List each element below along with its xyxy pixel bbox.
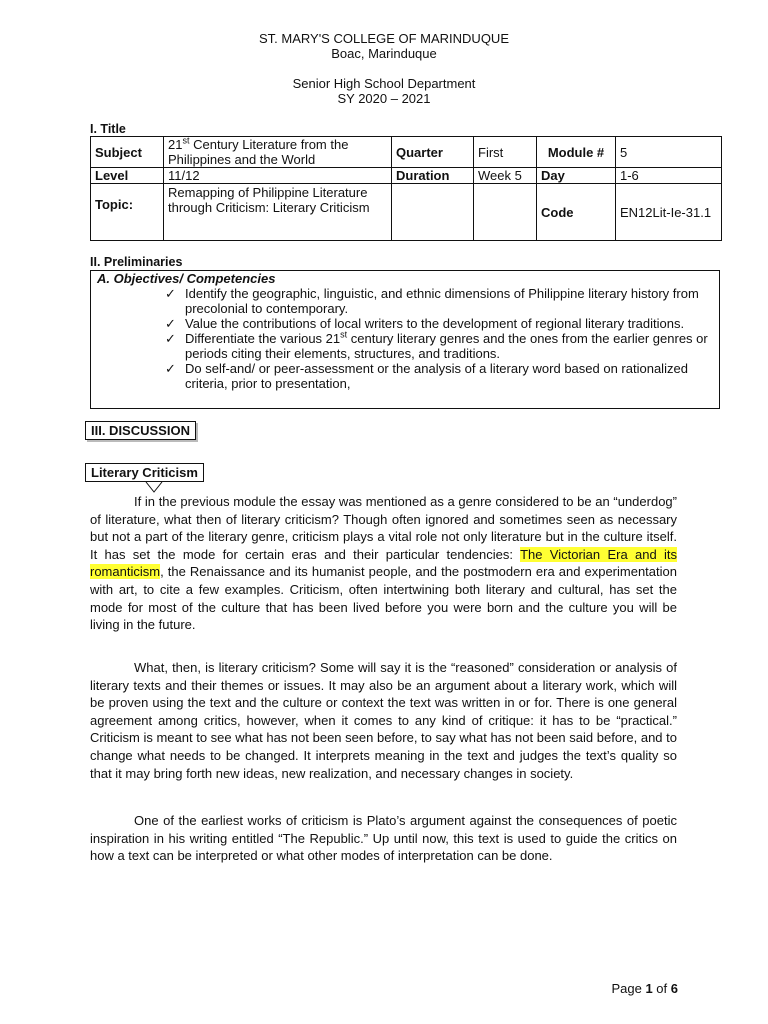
check-icon: ✓ (165, 331, 176, 346)
check-icon: ✓ (165, 286, 176, 301)
objectives-list (97, 286, 719, 391)
duration-label: Duration (392, 168, 474, 184)
module-info-table (90, 136, 722, 241)
subject-value: 21st Century Literature from the Philippines and the World (164, 137, 392, 168)
topic-label: Topic: (91, 184, 164, 241)
department-name: Senior High School Department (292, 76, 476, 91)
code-value: EN12Lit-Ie-31.1 (616, 184, 722, 241)
section-preliminaries-heading: II. Preliminaries (90, 255, 183, 269)
topic-value: Remapping of Philippine Literature through Criticism: Literary Criticism (164, 184, 392, 241)
objective-item: ✓ Do self-and/ or peer-assessment or the analysis of a literary word based on rationalized criteria, prior to presentation, (165, 361, 688, 391)
module-label: Module # (537, 137, 616, 168)
module-value: 5 (616, 137, 722, 168)
subject-label: Subject (91, 137, 164, 168)
literary-criticism-subheading: Literary Criticism (85, 463, 204, 482)
day-value: 1-6 (616, 168, 722, 184)
paragraph-2: What, then, is literary criticism? Some will say it is the “reasoned” consideration or analysis of literary texts and their themes or issues. It may also be an argument about a literary work, which will be proven using the text and the culture or context the text was written in or for. There is one general agreement among critics, however, when it comes to any kind of critique: it has to be “practical.” Criticism is meant to see what has not been seen before, to say what has not been said before, and to change what needs to be changed. It interprets meaning in the text and judges the text’s quality so that it may bring forth new ideas, new realization, and necessary changes in society. (90, 660, 677, 781)
page-number: Page 1 of 6 (611, 981, 678, 996)
quarter-value: First (474, 137, 537, 168)
code-label: Code (537, 184, 616, 241)
objectives-box (90, 270, 720, 409)
paragraph-3: One of the earliest works of criticism is Plato’s argument against the consequences of poetic inspiration in his writing entitled “The Republic.” Up until now, this text is used to guide the critics on how a text can be interpreted or what other modes of interpretation can be done. (90, 813, 677, 864)
document-header (0, 31, 768, 106)
quarter-label: Quarter (392, 137, 474, 168)
school-name: ST. MARY'S COLLEGE OF MARINDUQUE (258, 31, 509, 46)
school-year: SY 2020 – 2021 (337, 91, 431, 106)
check-icon: ✓ (165, 316, 176, 331)
objective-item: ✓ Identify the geographic, linguistic, and ethnic dimensions of Philippine literary history from precolonial to contemporary. (165, 286, 699, 316)
level-label: Level (91, 168, 164, 184)
objective-item: ✓ Value the contributions of local writers to the development of regional literary traditions. (165, 316, 685, 331)
discussion-heading: III. DISCUSSION (85, 421, 196, 440)
section-title-heading: I. Title (90, 122, 126, 136)
check-icon: ✓ (165, 361, 176, 376)
duration-value: Week 5 (474, 168, 537, 184)
objective-item: ✓ Differentiate the various 21st century literary genres and the ones from the earlier genres or periods citing their elements, structures, and traditions. (165, 329, 708, 361)
day-label: Day (537, 168, 616, 184)
level-value: 11/12 (164, 168, 392, 184)
school-location: Boac, Marinduque (331, 46, 437, 61)
highlighted-text: The Victorian Era and its romanticism (90, 546, 677, 580)
paragraph-1: If in the previous module the essay was mentioned as a genre considered to be an “underdog” of literature, what then of literary criticism? Though often ignored and sometimes seen as necessary but not a part of the literary genre, criticism plays a vital role not only literature but in the culture itself. It has set the mode for certain eras and their particular tendencies: The Victorian Era and its romanticism, the Renaissance and its humanist people, and the postmodern era and experimentation with art, to cite a few examples. Criticism, often intertwining both literary and cultural, has set the mode for most of the culture that has been lived before you were born and the culture you will be living in the future. (90, 494, 677, 633)
objectives-title: A. Objectives/ Competencies (97, 271, 276, 286)
